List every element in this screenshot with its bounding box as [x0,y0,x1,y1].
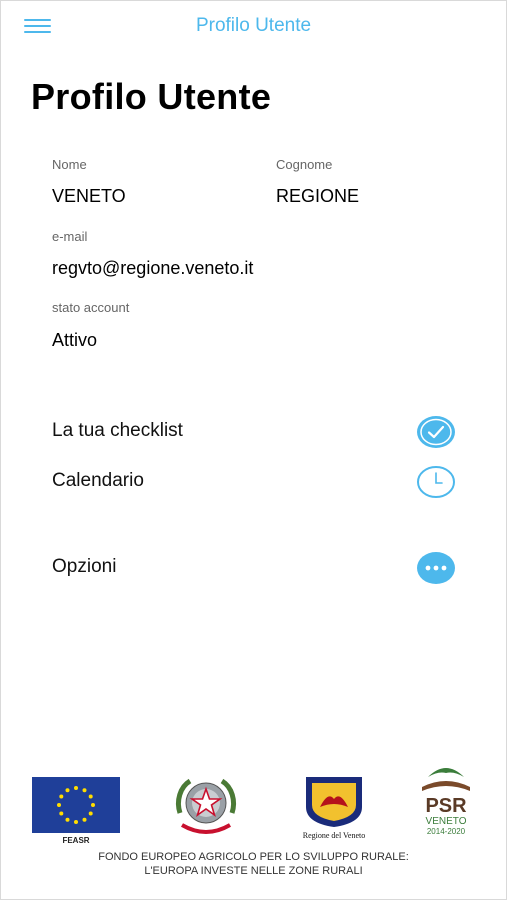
first-name-value: VENETO [52,186,126,206]
menu-item-options[interactable] [0,546,507,590]
last-name-label: Cognome [276,157,333,172]
menu-item-calendar[interactable] [0,460,507,504]
email-label: e-mail [52,229,88,244]
footer-logos [0,755,507,845]
region-caption: Regione del Veneto [302,831,366,840]
regione-veneto-logo [286,777,382,841]
footer-text-line-1: FONDO EUROPEO AGRICOLO PER LO SVILUPPO RURALE: [98,851,409,863]
email-value: regvto@regione.veneto.it [52,258,254,278]
menu-item-checklist[interactable] [0,410,507,454]
account-status-value: Attivo [52,330,98,350]
last-name-value: REGIONE [276,186,360,206]
page-title: Profilo Utente [31,76,272,117]
nav-title: Profilo Utente [195,15,312,36]
navigation-bar [0,0,507,52]
account-status-label: stato account [52,300,130,315]
psr-title: PSR [425,795,467,817]
checklist-label: La tua checklist [52,420,183,441]
clock-icon[interactable] [416,465,456,499]
italian-republic-emblem [172,773,240,839]
footer-text-line-2: L'EUROPA INVESTE NELLE ZONE RURALI [144,865,363,877]
psr-veneto-logo [414,757,478,841]
psr-years: 2014-2020 [426,827,466,836]
footer-text [0,850,507,878]
eu-caption: FEASR [62,836,90,845]
first-name-label: Nome [52,157,87,172]
calendar-label: Calendario [52,470,144,491]
more-dots-icon[interactable] [416,551,456,585]
checkmark-icon[interactable] [416,415,456,449]
psr-subtitle: VENETO [425,816,467,827]
options-label: Opzioni [52,556,117,577]
eu-flag-logo [32,777,120,847]
